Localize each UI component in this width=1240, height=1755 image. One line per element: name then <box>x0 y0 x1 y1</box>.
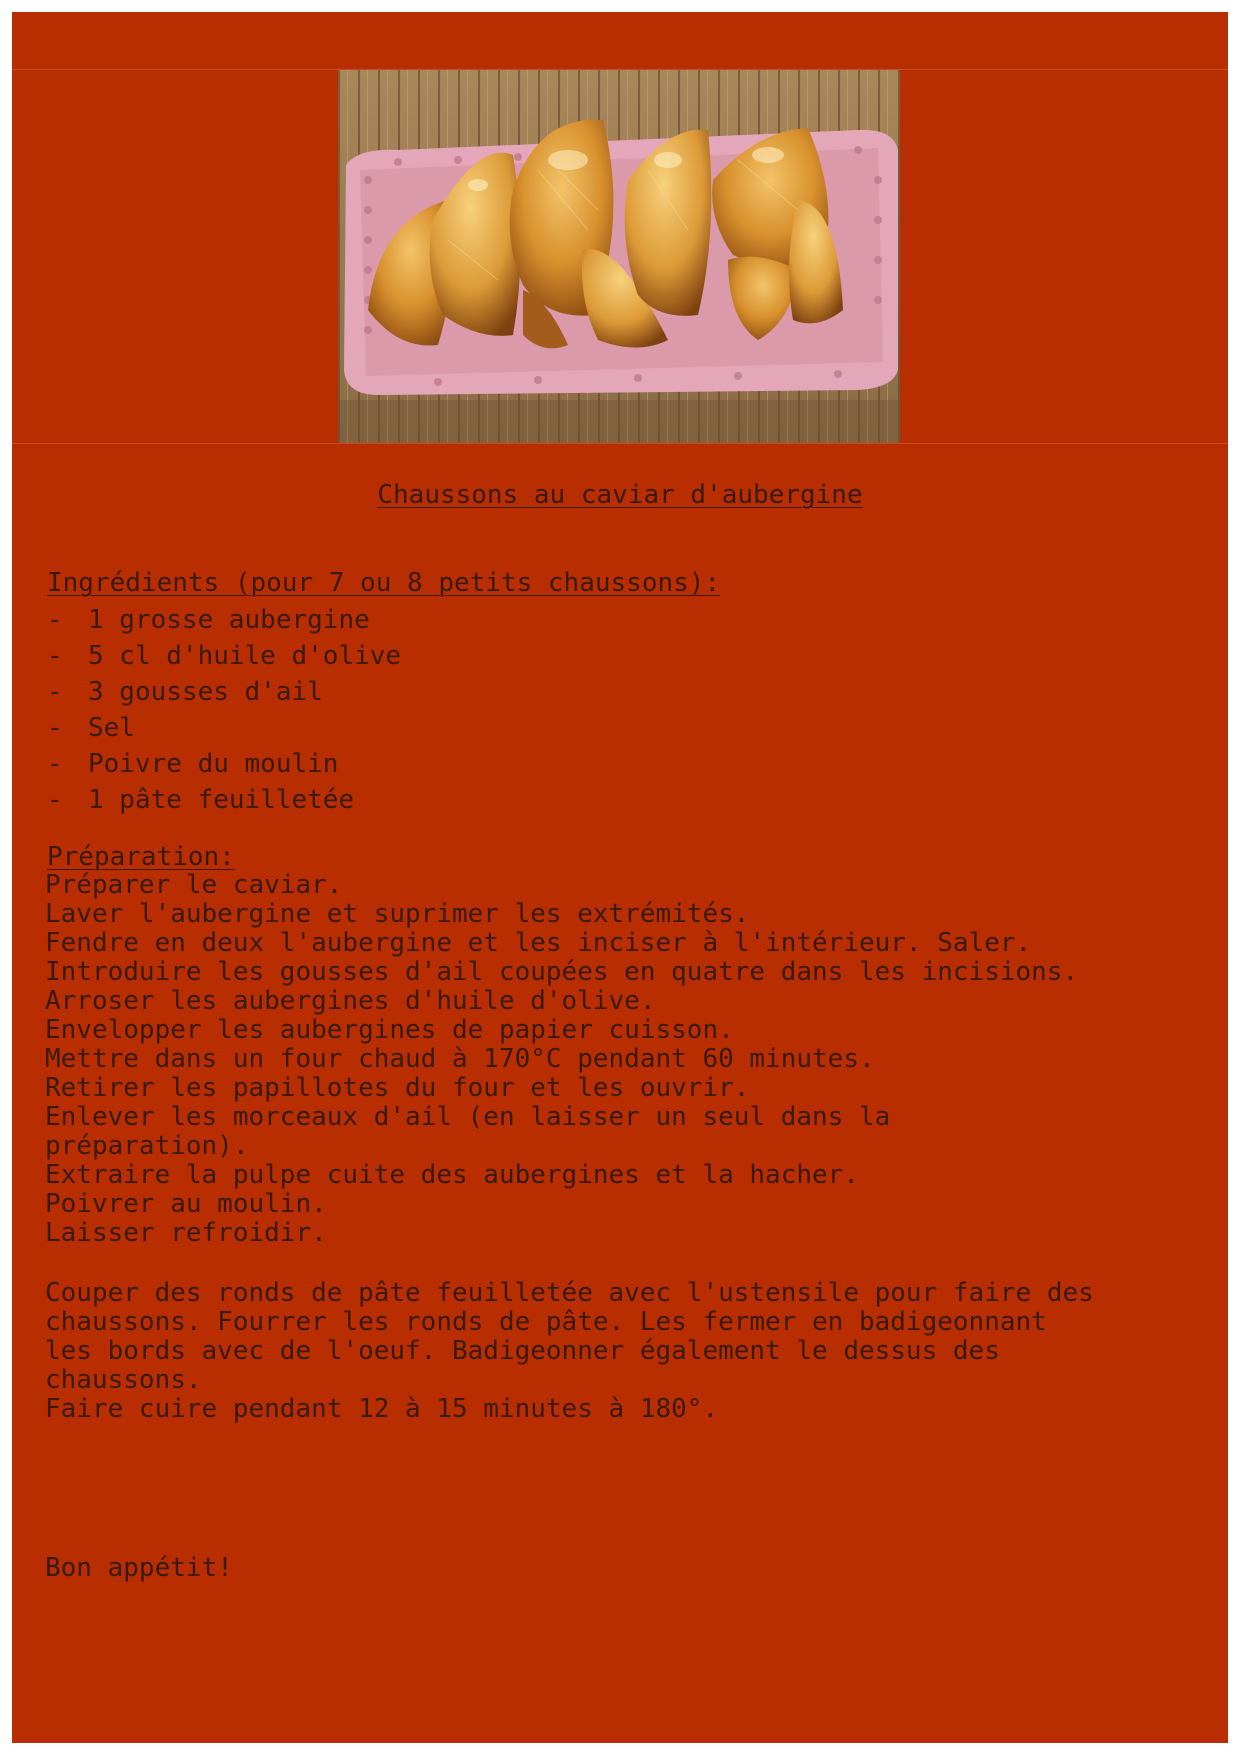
ingredient-text: Poivre du moulin <box>88 749 339 779</box>
text-line: les bords avec de l'oeuf. Badigeonner également le dessus des <box>45 1336 1000 1366</box>
bullet: - <box>47 677 63 707</box>
list-item <box>47 602 401 638</box>
bullet: - <box>47 605 63 635</box>
text-line: Mettre dans un four chaud à 170°C pendant 60 minutes. <box>45 1044 875 1074</box>
recipe-photo <box>338 70 900 443</box>
ingredient-text: 1 grosse aubergine <box>88 605 370 635</box>
text-line: Envelopper les aubergines de papier cuisson. <box>45 1015 734 1045</box>
list-item <box>47 674 401 710</box>
ingredient-text: 1 pâte feuilletée <box>88 785 355 815</box>
text-line: Arroser les aubergines d'huile d'olive. <box>45 986 656 1016</box>
bullet: - <box>47 641 63 671</box>
text-line: Laisser refroidir. <box>45 1218 327 1248</box>
text-line: chaussons. <box>45 1365 202 1395</box>
text-line: Fendre en deux l'aubergine et les inciser à l'intérieur. Saler. <box>45 928 1032 958</box>
photo-row <box>12 70 1228 444</box>
preparation-heading: Préparation: <box>47 842 235 872</box>
list-item <box>47 710 401 746</box>
bullet: - <box>47 749 63 779</box>
recipe-title: Chaussons au caviar d'aubergine <box>377 480 863 510</box>
text-line: Couper des ronds de pâte feuilletée avec l'ustensile pour faire des <box>45 1278 1094 1308</box>
bullet: - <box>47 785 63 815</box>
text-line: Préparer le caviar. <box>45 870 343 900</box>
list-item <box>47 782 401 818</box>
ingredient-text: 5 cl d'huile d'olive <box>88 641 402 671</box>
closing-text: Bon appétit! <box>45 1553 233 1583</box>
text-line: Introduire les gousses d'ail coupées en quatre dans les incisions. <box>45 957 1079 987</box>
list-item <box>47 746 401 782</box>
ingredient-text: 3 gousses d'ail <box>88 677 323 707</box>
text-line: Faire cuire pendant 12 à 15 minutes à 180°. <box>45 1394 719 1424</box>
text-line: Poivrer au moulin. <box>45 1189 327 1219</box>
ingredients-heading: Ingrédients (pour 7 ou 8 petits chaussons): <box>47 568 721 598</box>
preparation-text <box>45 871 1078 1248</box>
list-item <box>47 638 401 674</box>
text-line: Laver l'aubergine et suprimer les extrémités. <box>45 899 750 929</box>
assembly-text <box>45 1279 1094 1424</box>
bullet: - <box>47 713 63 743</box>
text-line: Extraire la pulpe cuite des aubergines et la hacher. <box>45 1160 859 1190</box>
header-band <box>12 12 1228 70</box>
recipe-page <box>12 12 1228 1743</box>
text-line: préparation). <box>45 1131 249 1161</box>
text-line: Enlever les morceaux d'ail (en laisser un seul dans la <box>45 1102 891 1132</box>
text-line: chaussons. Fourrer les ronds de pâte. Les fermer en badigeonnant <box>45 1307 1047 1337</box>
ingredients-list <box>47 602 401 818</box>
text-line: Retirer les papillotes du four et les ouvrir. <box>45 1073 750 1103</box>
ingredient-text: Sel <box>88 713 135 743</box>
